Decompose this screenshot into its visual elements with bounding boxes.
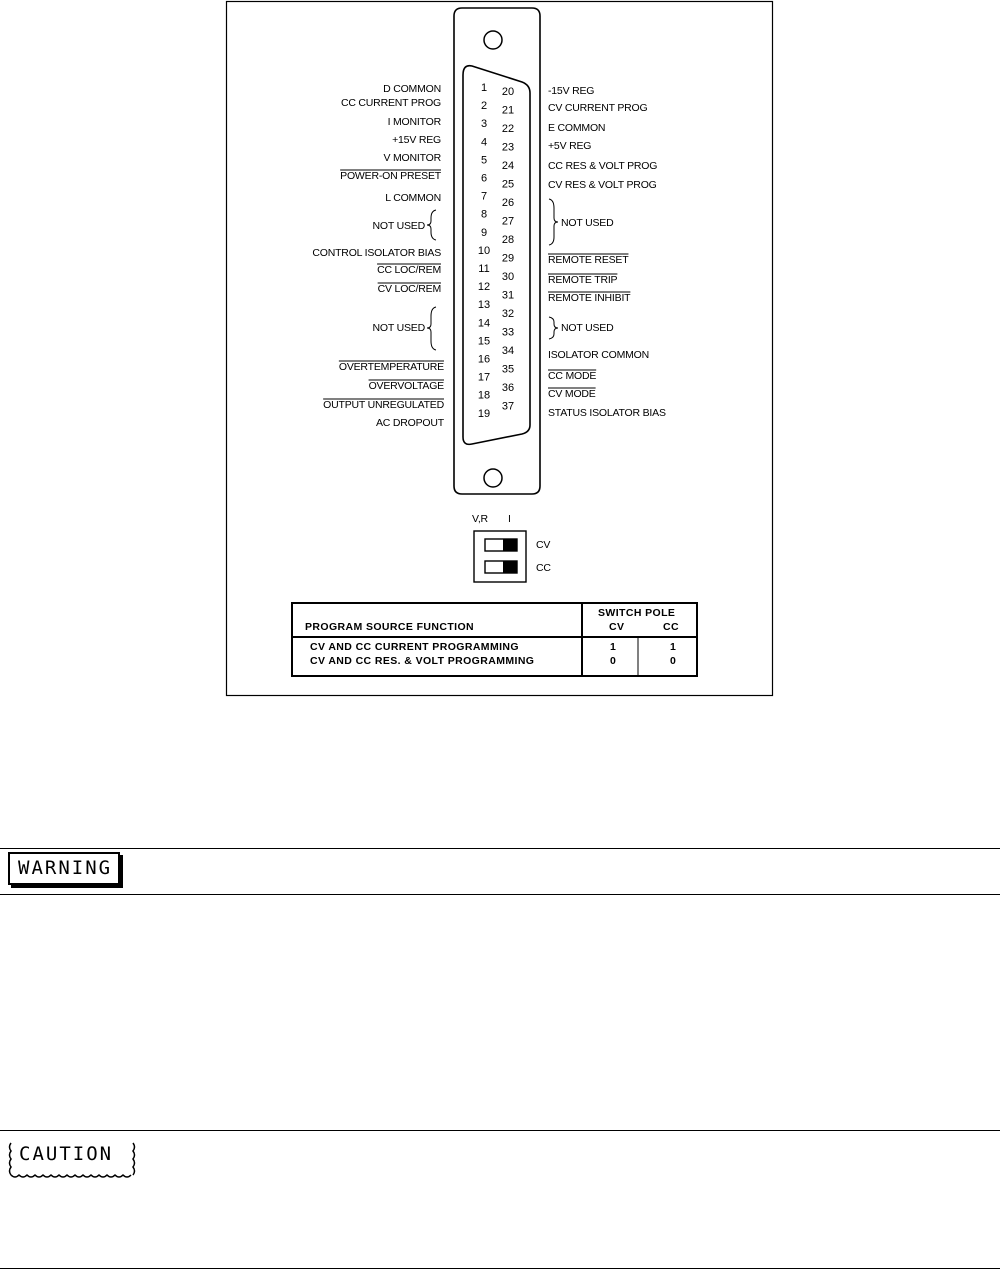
switch-header-i: I bbox=[508, 513, 511, 525]
figure-frame bbox=[227, 2, 773, 696]
pin-label-19: AC DROPOUT bbox=[375, 417, 444, 429]
brace-right-32-33 bbox=[549, 317, 558, 339]
pin-label-16: OVERTEMPERATURE bbox=[338, 361, 444, 373]
right-pin-numbers bbox=[502, 86, 514, 413]
connector-shell bbox=[454, 8, 540, 494]
program-source-table bbox=[292, 603, 697, 676]
left-pin-numbers bbox=[478, 82, 490, 420]
table-row-2-cc: 0 bbox=[670, 655, 677, 667]
pin-number-5: 5 bbox=[480, 154, 488, 167]
pin-label-18: OUTPUT UNREGULATED bbox=[323, 399, 444, 411]
pin-label-7: L COMMON bbox=[385, 192, 441, 204]
brace-left-8-9 bbox=[427, 210, 436, 240]
table-header-switch-pole: SWITCH POLE bbox=[598, 607, 676, 619]
pin-label-25: CV RES & VOLT PROG bbox=[548, 179, 657, 191]
pin-number-19: 19 bbox=[477, 407, 491, 420]
pin-number-15: 15 bbox=[477, 335, 491, 348]
pin-number-32: 32 bbox=[501, 308, 515, 320]
caution-badge bbox=[5, 1139, 127, 1170]
switch-header-vr: V,R bbox=[472, 513, 488, 525]
table-header-function: PROGRAM SOURCE FUNCTION bbox=[305, 621, 475, 633]
pin-number-13: 13 bbox=[477, 299, 491, 312]
caution-rule-bottom bbox=[0, 1268, 1000, 1269]
pin-number-22: 22 bbox=[501, 123, 515, 135]
pin-label-6: POWER-ON PRESET bbox=[340, 170, 441, 182]
pin-number-23: 23 bbox=[501, 141, 515, 154]
pin-number-18: 18 bbox=[477, 389, 491, 402]
mounting-hole-bottom bbox=[484, 469, 502, 487]
pin-number-26: 26 bbox=[501, 197, 515, 209]
pin-number-12: 12 bbox=[477, 281, 491, 294]
pin-label-12: CV LOC/REM bbox=[377, 283, 441, 295]
pin-label-1: D COMMON bbox=[383, 83, 441, 95]
pin-label-5: V MONITOR bbox=[383, 152, 441, 164]
switch-toggle-cv[interactable] bbox=[485, 539, 517, 551]
pin-label-4: +15V REG bbox=[392, 134, 441, 146]
left-signal-labels bbox=[312, 83, 444, 429]
caution-label: CAUTION bbox=[19, 1143, 114, 1165]
pin-number-11: 11 bbox=[478, 263, 490, 275]
table-row-1-function: CV AND CC CURRENT PROGRAMMING bbox=[310, 641, 519, 653]
switch-label-cv: CV bbox=[536, 539, 551, 551]
pin-label-11: CC LOC/REM bbox=[377, 264, 441, 276]
table-row-1-cc: 1 bbox=[670, 641, 677, 653]
pin-number-36: 36 bbox=[501, 382, 515, 394]
pin-label-24: CC RES & VOLT PROG bbox=[548, 160, 658, 172]
pin-label-8-9: NOT USED bbox=[372, 220, 425, 232]
pin-label-34: ISOLATOR COMMON bbox=[548, 349, 650, 361]
switch-label-cc: CC bbox=[536, 562, 551, 574]
pin-label-30: REMOTE TRIP bbox=[548, 274, 618, 286]
pin-label-22: E COMMON bbox=[548, 122, 606, 134]
pin-number-3: 3 bbox=[480, 118, 488, 131]
brace-left-13-15 bbox=[427, 307, 436, 350]
pin-label-37: STATUS ISOLATOR BIAS bbox=[548, 407, 666, 419]
pin-number-24: 24 bbox=[501, 160, 515, 172]
pin-label-3: I MONITOR bbox=[387, 116, 441, 128]
pin-label-32-33: NOT USED bbox=[561, 322, 614, 334]
pin-number-16: 16 bbox=[477, 353, 491, 366]
pin-label-20: -15V REG bbox=[548, 85, 595, 97]
pin-label-31: REMOTE INHIBIT bbox=[548, 292, 631, 304]
pin-number-31: 31 bbox=[501, 289, 515, 302]
pin-label-10: CONTROL ISOLATOR BIAS bbox=[312, 247, 441, 259]
pin-number-33: 33 bbox=[501, 326, 515, 339]
pin-number-30: 30 bbox=[501, 271, 515, 283]
right-signal-labels bbox=[548, 85, 666, 419]
connector-d-shape bbox=[463, 66, 530, 445]
table-header-cv: CV bbox=[609, 621, 625, 633]
warning-rule-bottom bbox=[0, 894, 1000, 895]
pin-number-28: 28 bbox=[501, 234, 515, 246]
table-row-2-cv: 0 bbox=[610, 655, 617, 667]
pin-number-7: 7 bbox=[480, 190, 488, 203]
pin-number-10: 10 bbox=[477, 244, 491, 257]
pin-label-35: CC MODE bbox=[548, 370, 597, 382]
pin-number-27: 27 bbox=[501, 215, 515, 228]
caution-rule-top bbox=[0, 1130, 1000, 1131]
pin-number-17: 17 bbox=[477, 371, 491, 384]
pin-number-35: 35 bbox=[501, 363, 515, 376]
pin-number-9: 9 bbox=[480, 226, 488, 239]
pin-label-29: REMOTE RESET bbox=[548, 254, 629, 266]
pin-number-37: 37 bbox=[501, 400, 515, 413]
pin-number-25: 25 bbox=[501, 178, 515, 191]
pin-label-17: OVERVOLTAGE bbox=[368, 380, 444, 392]
pin-number-14: 14 bbox=[477, 317, 491, 330]
pin-number-6: 6 bbox=[480, 172, 488, 185]
pin-number-1: 1 bbox=[480, 82, 488, 94]
pin-number-29: 29 bbox=[501, 252, 515, 265]
table-row-2-function: CV AND CC RES. & VOLT PROGRAMMING bbox=[310, 655, 535, 667]
table-header-cc: CC bbox=[663, 621, 679, 633]
pin-number-8: 8 bbox=[480, 208, 488, 221]
pin-label-13-15: NOT USED bbox=[372, 322, 425, 334]
pin-label-36: CV MODE bbox=[548, 388, 596, 400]
pin-number-20: 20 bbox=[501, 86, 515, 98]
warning-rule-top bbox=[0, 848, 1000, 849]
pin-label-21: CV CURRENT PROG bbox=[548, 102, 648, 114]
switch-toggle-cc[interactable] bbox=[485, 561, 517, 573]
pin-label-26-28: NOT USED bbox=[561, 217, 614, 229]
pin-number-2: 2 bbox=[480, 100, 488, 113]
brace-right-26-28 bbox=[549, 199, 558, 245]
table-row-1-cv: 1 bbox=[610, 641, 617, 653]
mounting-hole-top bbox=[484, 31, 502, 49]
pin-label-2: CC CURRENT PROG bbox=[340, 97, 441, 109]
pin-number-21: 21 bbox=[501, 104, 515, 117]
pin-number-34: 34 bbox=[501, 345, 515, 357]
pin-label-23: +5V REG bbox=[548, 140, 592, 152]
warning-badge: WARNING bbox=[8, 852, 120, 885]
pin-number-4: 4 bbox=[480, 136, 488, 149]
